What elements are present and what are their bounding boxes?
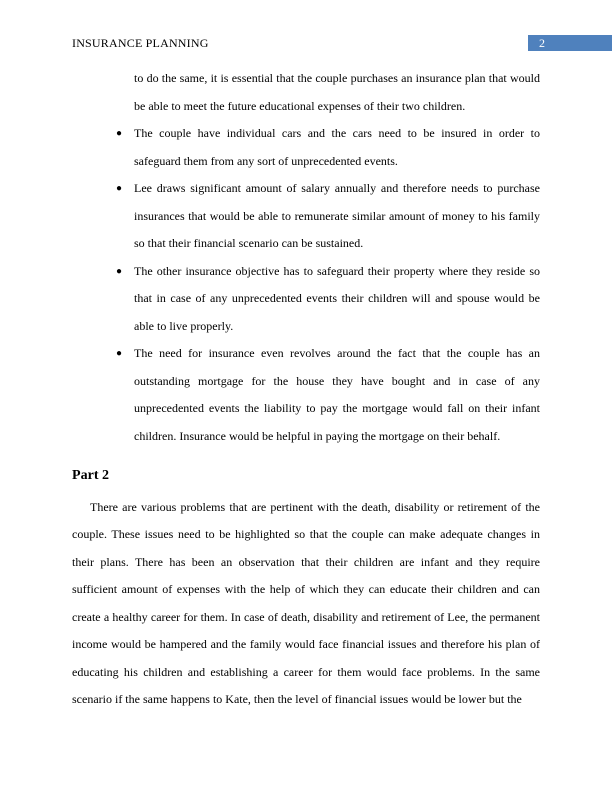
page-number-badge: 2 [528, 35, 612, 51]
list-item [72, 340, 540, 450]
bullet-icon: ● [116, 183, 123, 194]
bullet-icon: ● [116, 128, 123, 139]
bullet-icon: ● [116, 265, 123, 277]
list-item-text: The couple have individual cars and the cars need to be insured in order to safeguard them from any sort of unprecedented events. [134, 126, 540, 168]
running-header-title: INSURANCE PLANNING [72, 36, 209, 50]
insurance-objectives-list [72, 120, 540, 450]
bullet-icon: ● [116, 348, 123, 359]
list-item-text: Lee draws significant amount of salary annually and therefore needs to purchase insurances that would be able to remunerate similar amount of money to his family so that their financial scenario can be sustained. [134, 181, 540, 250]
list-item-text: The need for insurance even revolves around the fact that the couple has an outstanding mortgage for the house they have bought and in case of any unprecedented events the liability to pay the mortgage would fall on their infant children. Insurance would be helpful in paying the mortgage on their behalf. [134, 346, 540, 443]
body-paragraph: There are various problems that are pertinent with the death, disability or retirement of the couple. These issues need to be highlighted so that the couple can make adequate changes in their plans. There has been an observation that their children are infant and they require sufficient amount of expenses with the help of which they can educate their children and can create a healthy career for them. In case of death, disability and retirement of Lee, the permanent income would be hampered and the family would face financial issues and therefore his plan of educating his children and establishing a career for them would face problems. In the same scenario if the same happens to Kate, then the level of financial issues would be lower but the [72, 499, 540, 706]
list-item [72, 120, 540, 175]
list-item [72, 258, 540, 341]
continued-bullet-text: to do the same, it is essential that the couple purchases an insurance plan that would be able to meet the future educational expenses of their two children. [134, 71, 540, 113]
list-item-text: The other insurance objective has to safeguard their property where they reside so that in case of any unprecedented events their children will and spouse would be able to live properly. [134, 263, 540, 333]
document-body [72, 65, 540, 714]
section-heading: Part 2 [72, 467, 110, 483]
list-item [72, 175, 540, 258]
